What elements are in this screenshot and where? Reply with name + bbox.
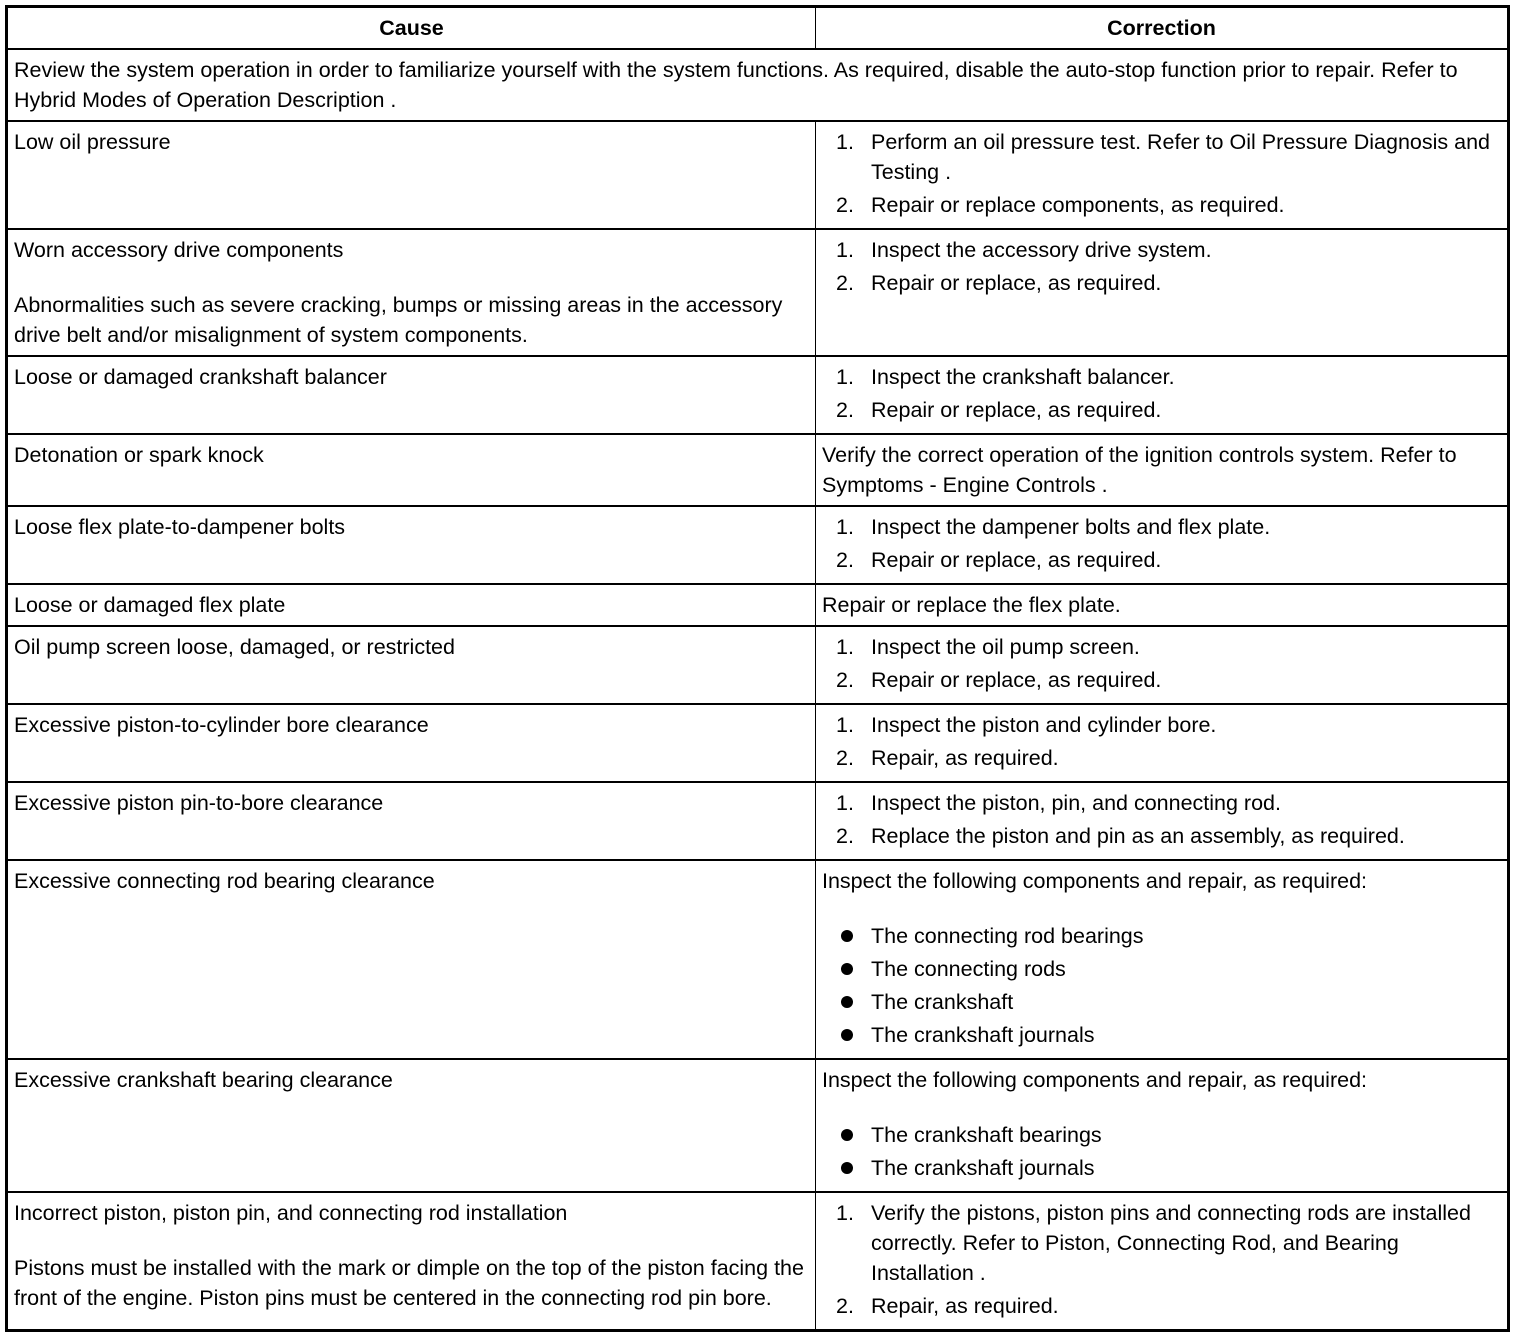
step-text: Repair or replace, as required. (871, 398, 1162, 422)
step-text: Inspect the piston, pin, and connecting rod. (871, 791, 1281, 815)
bullet-text: The crankshaft journals (871, 1023, 1095, 1047)
cause-title: Excessive connecting rod bearing clearance (14, 869, 435, 893)
correction-text: Repair or replace the flex plate. (822, 593, 1121, 617)
cause-title: Loose flex plate-to-dampener bolts (14, 515, 346, 539)
header-correction: Correction (816, 7, 1509, 50)
correction-cell (816, 229, 1509, 356)
correction-steps (822, 127, 1501, 220)
bullet-text: The crankshaft (871, 990, 1014, 1014)
step-number: 2. (836, 548, 854, 572)
correction-step (822, 1291, 1501, 1321)
correction-cell (816, 356, 1509, 434)
step-number: 1. (836, 713, 854, 737)
cause-title: Excessive crankshaft bearing clearance (14, 1068, 393, 1092)
cause-cell (7, 584, 816, 626)
correction-step (822, 395, 1501, 425)
bullet-item (822, 1120, 1501, 1150)
correction-steps (822, 362, 1501, 425)
correction-steps (822, 632, 1501, 695)
bullet-icon (841, 1129, 853, 1141)
step-text: Inspect the piston and cylinder bore. (871, 713, 1217, 737)
cause-title: Incorrect piston, piston pin, and connecting rod installation (14, 1201, 568, 1225)
cause-title: Loose or damaged flex plate (14, 593, 286, 617)
step-text: Inspect the accessory drive system. (871, 238, 1212, 262)
bullet-item (822, 921, 1501, 951)
step-number: 1. (836, 791, 854, 815)
correction-step (822, 665, 1501, 695)
correction-step (822, 788, 1501, 818)
table-row (7, 1059, 1509, 1192)
correction-step (822, 743, 1501, 773)
bullet-text: The connecting rod bearings (871, 924, 1144, 948)
correction-steps (822, 710, 1501, 773)
correction-cell (816, 584, 1509, 626)
step-number: 1. (836, 238, 854, 262)
bullet-item (822, 987, 1501, 1017)
table-row (7, 121, 1509, 229)
cause-title: Oil pump screen loose, damaged, or restricted (14, 635, 455, 659)
cause-cell (7, 229, 816, 356)
step-number: 1. (836, 515, 854, 539)
correction-bullets (822, 921, 1501, 1050)
bullet-text: The crankshaft journals (871, 1156, 1095, 1180)
step-number: 2. (836, 193, 854, 217)
step-text: Replace the piston and pin as an assembly, as required. (871, 824, 1405, 848)
bullet-text: The connecting rods (871, 957, 1066, 981)
correction-cell (816, 1192, 1509, 1331)
step-number: 2. (836, 398, 854, 422)
cause-cell (7, 356, 816, 434)
preface-text: Review the system operation in order to familiarize yourself with the system functions. As required, disable the auto-stop function prior to repair. Refer to Hybrid Modes of Operation Description . (7, 49, 1509, 121)
step-number: 2. (836, 824, 854, 848)
correction-step (822, 1198, 1501, 1288)
step-number: 2. (836, 746, 854, 770)
step-text: Inspect the dampener bolts and flex plate. (871, 515, 1271, 539)
correction-step (822, 190, 1501, 220)
step-number: 2. (836, 668, 854, 692)
step-text: Repair or replace components, as required. (871, 193, 1285, 217)
bullet-item (822, 954, 1501, 984)
cause-cell (7, 782, 816, 860)
bullet-item (822, 1153, 1501, 1183)
step-number: 2. (836, 1294, 854, 1318)
diagnosis-table (5, 5, 1510, 1332)
table-row (7, 506, 1509, 584)
table-row (7, 434, 1509, 506)
cause-title: Detonation or spark knock (14, 443, 264, 467)
step-text: Repair, as required. (871, 746, 1059, 770)
correction-step (822, 545, 1501, 575)
bullet-icon (841, 1162, 853, 1174)
correction-step (822, 710, 1501, 740)
table-row (7, 626, 1509, 704)
correction-cell (816, 121, 1509, 229)
step-text: Perform an oil pressure test. Refer to Oil Pressure Diagnosis and Testing . (871, 130, 1490, 184)
cause-cell (7, 704, 816, 782)
bullet-item (822, 1020, 1501, 1050)
cause-title: Loose or damaged crankshaft balancer (14, 365, 387, 389)
step-text: Repair, as required. (871, 1294, 1059, 1318)
correction-steps (822, 788, 1501, 851)
correction-step (822, 362, 1501, 392)
cause-title: Excessive piston pin-to-bore clearance (14, 791, 384, 815)
cause-cell (7, 1059, 816, 1192)
step-text: Verify the pistons, piston pins and connecting rods are installed correctly. Refer to Piston, Connecting Rod, and Bearing Installation . (871, 1201, 1471, 1285)
correction-step (822, 127, 1501, 187)
step-number: 2. (836, 271, 854, 295)
bullet-icon (841, 1029, 853, 1041)
cause-title: Excessive piston-to-cylinder bore clearance (14, 713, 429, 737)
cause-note: Pistons must be installed with the mark or dimple on the top of the piston facing the front of the engine. Piston pins must be centered in the connecting rod pin bore. (14, 1256, 804, 1310)
header-cause: Cause (7, 7, 816, 50)
correction-cell (816, 626, 1509, 704)
table-row (7, 782, 1509, 860)
cause-title: Low oil pressure (14, 130, 171, 154)
step-text: Inspect the crankshaft balancer. (871, 365, 1175, 389)
table-row (7, 229, 1509, 356)
cause-cell (7, 121, 816, 229)
bullet-icon (841, 996, 853, 1008)
correction-cell (816, 704, 1509, 782)
cause-cell (7, 626, 816, 704)
correction-step (822, 512, 1501, 542)
cause-title: Worn accessory drive components (14, 238, 344, 262)
cause-note: Abnormalities such as severe cracking, bumps or missing areas in the accessory drive belt and/or misalignment of system components. (14, 293, 783, 347)
step-number: 1. (836, 1201, 854, 1225)
table-row (7, 704, 1509, 782)
table-row (7, 584, 1509, 626)
step-number: 1. (836, 130, 854, 154)
bullet-icon (841, 963, 853, 975)
correction-cell (816, 434, 1509, 506)
table-row (7, 356, 1509, 434)
table-row (7, 860, 1509, 1059)
header-row (7, 7, 1509, 50)
correction-bullets (822, 1120, 1501, 1183)
correction-cell (816, 1059, 1509, 1192)
table-row (7, 1192, 1509, 1331)
cause-cell (7, 434, 816, 506)
preface-row (7, 49, 1509, 121)
correction-step (822, 268, 1501, 298)
correction-steps (822, 512, 1501, 575)
correction-step (822, 235, 1501, 265)
correction-steps (822, 235, 1501, 298)
step-number: 1. (836, 635, 854, 659)
correction-steps (822, 1198, 1501, 1321)
correction-step (822, 821, 1501, 851)
correction-step (822, 632, 1501, 662)
bullet-text: The crankshaft bearings (871, 1123, 1102, 1147)
correction-text: Verify the correct operation of the ignition controls system. Refer to Symptoms - Engine Controls . (822, 443, 1457, 497)
cause-cell (7, 506, 816, 584)
step-text: Inspect the oil pump screen. (871, 635, 1140, 659)
step-number: 1. (836, 365, 854, 389)
cause-cell (7, 860, 816, 1059)
step-text: Repair or replace, as required. (871, 271, 1162, 295)
correction-cell (816, 782, 1509, 860)
correction-lead: Inspect the following components and repair, as required: (822, 869, 1367, 893)
correction-cell (816, 506, 1509, 584)
correction-lead: Inspect the following components and repair, as required: (822, 1068, 1367, 1092)
step-text: Repair or replace, as required. (871, 548, 1162, 572)
bullet-icon (841, 930, 853, 942)
step-text: Repair or replace, as required. (871, 668, 1162, 692)
correction-cell (816, 860, 1509, 1059)
cause-cell (7, 1192, 816, 1331)
